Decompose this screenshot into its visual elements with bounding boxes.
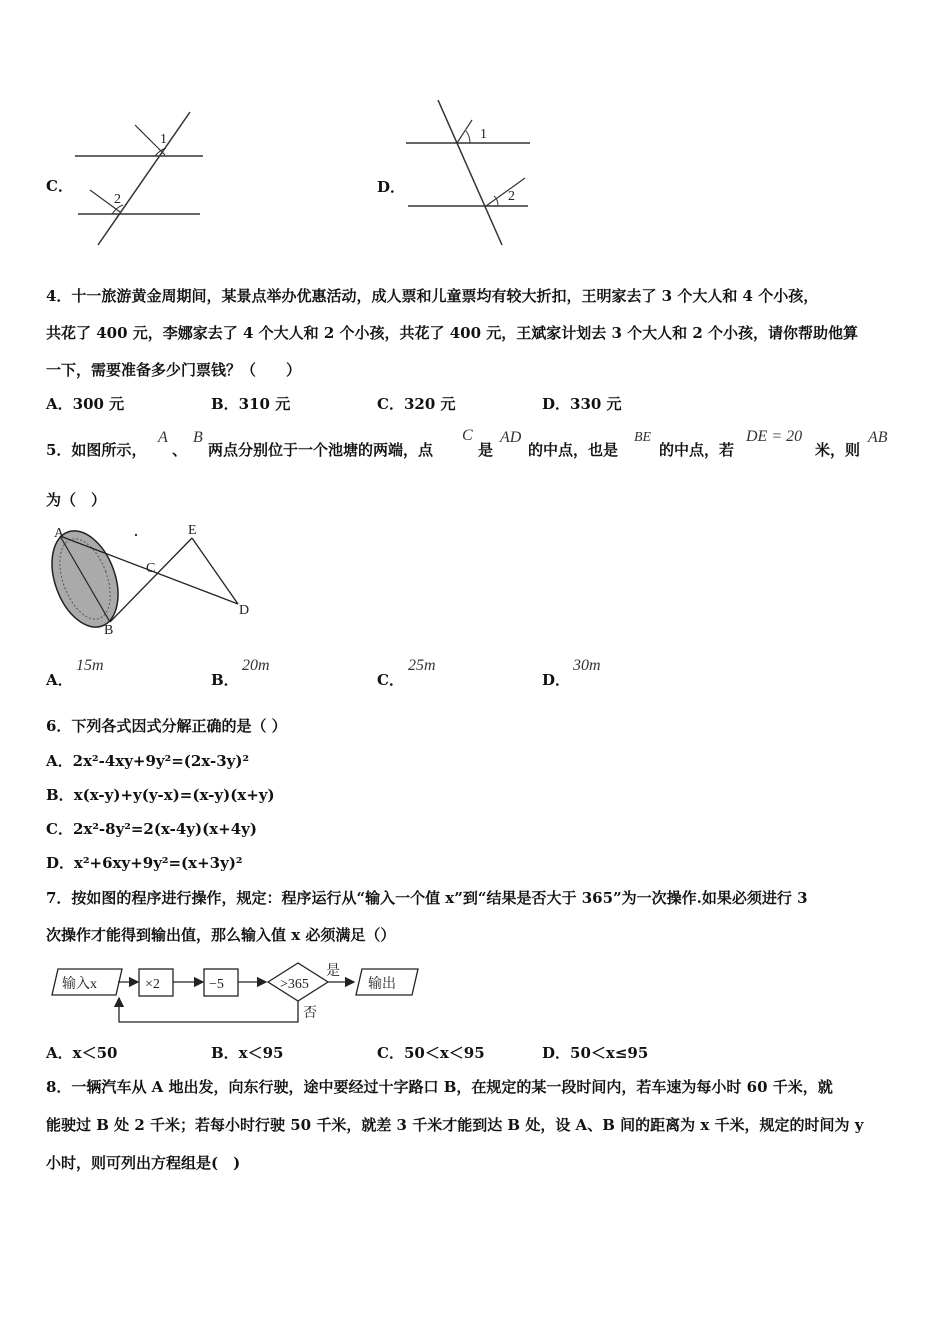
q5-option-c-label: C． <box>377 671 404 689</box>
q5-math-a: A <box>158 429 168 446</box>
q5-math-ab: AB <box>868 429 888 446</box>
q5-text-3: 的中点，也是 <box>528 441 619 459</box>
q5-option-b-label: B． <box>211 671 239 689</box>
point-d-label: D <box>239 603 250 618</box>
q6-option-a-text: 2x²-4xy+9y²=(2x-3y)² <box>72 752 250 770</box>
q3d-angle-1-label: 1 <box>480 127 487 142</box>
q5-option-a-value: 15m <box>76 657 104 674</box>
q5-separator: 、 <box>172 441 188 459</box>
q4-option-b: B．310 元 <box>211 395 291 413</box>
q7-line-2: 次操作才能得到输出值，那么输入值 x 必须满足（） <box>46 926 396 944</box>
q5-text-2: 是 <box>478 441 494 459</box>
q4-line-1: 4．十一旅游黄金周期间，某景点举办优惠活动，成人票和儿童票均有较大折扣，王明家去了 3 个大人和 4 个小孩， <box>46 287 819 305</box>
q6-option-c-text: 2x²-8y²=2(x-4y)(x+4y) <box>72 820 257 838</box>
flow-input-text: 输入x <box>62 977 97 992</box>
flow-output-text: 输出 <box>368 977 396 992</box>
q5-option-d-label: D． <box>542 671 571 689</box>
q3c-angle-2-label: 2 <box>114 192 121 207</box>
q7-option-b: B．x＜95 <box>211 1044 284 1062</box>
q5-text-4: 的中点，若 <box>659 441 735 459</box>
q5-option-c-value: 25m <box>408 657 436 674</box>
q5-text-5: 米，则 <box>815 441 861 459</box>
flow-loop-back-arrow <box>119 998 298 1022</box>
q3-option-c-label: C． <box>46 177 73 195</box>
q5-prefix: 5．如图所示， <box>46 441 147 459</box>
point-e-label: E <box>188 523 197 538</box>
q6-option-d-label: D． <box>46 854 75 872</box>
q8-line-3: 小时，则可列出方程组是( ) <box>46 1154 241 1172</box>
q6-option-b-label: B． <box>46 786 74 804</box>
q5-text-1: 两点分别位于一个池塘的两端，点 <box>208 441 434 459</box>
q6-stem: 6．下列各式因式分解正确的是（ ） <box>46 717 287 735</box>
q5-math-be: BE <box>634 430 652 445</box>
q4-option-c: C．320 元 <box>377 395 456 413</box>
q6-option-a-label: A． <box>46 752 73 770</box>
point-b-label: B <box>104 623 114 638</box>
q7-option-a: A．x＜50 <box>46 1044 118 1062</box>
q7-option-d: D．50＜x≤95 <box>542 1044 649 1062</box>
q8-line-2: 能驶过 B 处 2 千米；若每小时行驶 50 千米，就差 3 千米才能到达 B 处，设 A、B 间的距离为 x 千米，规定的时间为 y <box>46 1116 864 1134</box>
q5-math-b: B <box>193 429 203 446</box>
flow-subtract-text: −5 <box>209 977 224 992</box>
q3d-angle-2-label: 2 <box>508 189 515 204</box>
q7-option-c: C．50＜x＜95 <box>377 1044 485 1062</box>
q6-option-d-text: x²+6xy+9y²=(x+3y)² <box>74 854 243 872</box>
point-c-label: C <box>146 561 156 576</box>
q6-option-c-label: C． <box>46 820 73 838</box>
q5-option-d-value: 30m <box>573 657 601 674</box>
q5-math-c: C <box>462 427 473 444</box>
q4-line-2: 共花了 400 元，李娜家去了 4 个大人和 2 个小孩，共花了 400 元，王斌家计划去 3 个大人和 2 个小孩，请你帮助他算 <box>46 324 859 342</box>
q3-option-d-label: D． <box>377 178 406 196</box>
q5-line-2: 为（ ） <box>46 491 107 509</box>
q5-option-b-value: 20m <box>242 657 270 674</box>
flow-decision-text: >365 <box>280 977 309 992</box>
q5-math-ad: AD <box>500 429 522 446</box>
q5-math-de: DE = 20 <box>746 428 803 445</box>
q7-line-1: 7．按如图的程序进行操作，规定：程序运行从“输入一个值 x”到“结果是否大于 365”为一次操作.如果必须进行 3 <box>46 889 808 907</box>
flow-no-label: 否 <box>303 1006 317 1021</box>
flow-yes-label: 是 <box>326 964 340 979</box>
flow-multiply-text: ×2 <box>145 977 160 992</box>
q4-option-a: A．300 元 <box>46 395 125 413</box>
q3c-angle-1-label: 1 <box>160 132 167 147</box>
q5-option-a-label: A． <box>46 671 73 689</box>
q4-line-3: 一下，需要准备多少门票钱？（ ） <box>46 361 302 379</box>
q8-line-1: 8．一辆汽车从 A 地出发，向东行驶，途中要经过十字路口 B，在规定的某一段时间内，若车速为每小时 60 千米，就 <box>46 1078 833 1096</box>
point-a-label: A <box>54 526 65 541</box>
q4-option-d: D．330 元 <box>542 395 622 413</box>
q6-option-b-text: x(x-y)+y(y-x)=(x-y)(x+y) <box>73 786 275 804</box>
